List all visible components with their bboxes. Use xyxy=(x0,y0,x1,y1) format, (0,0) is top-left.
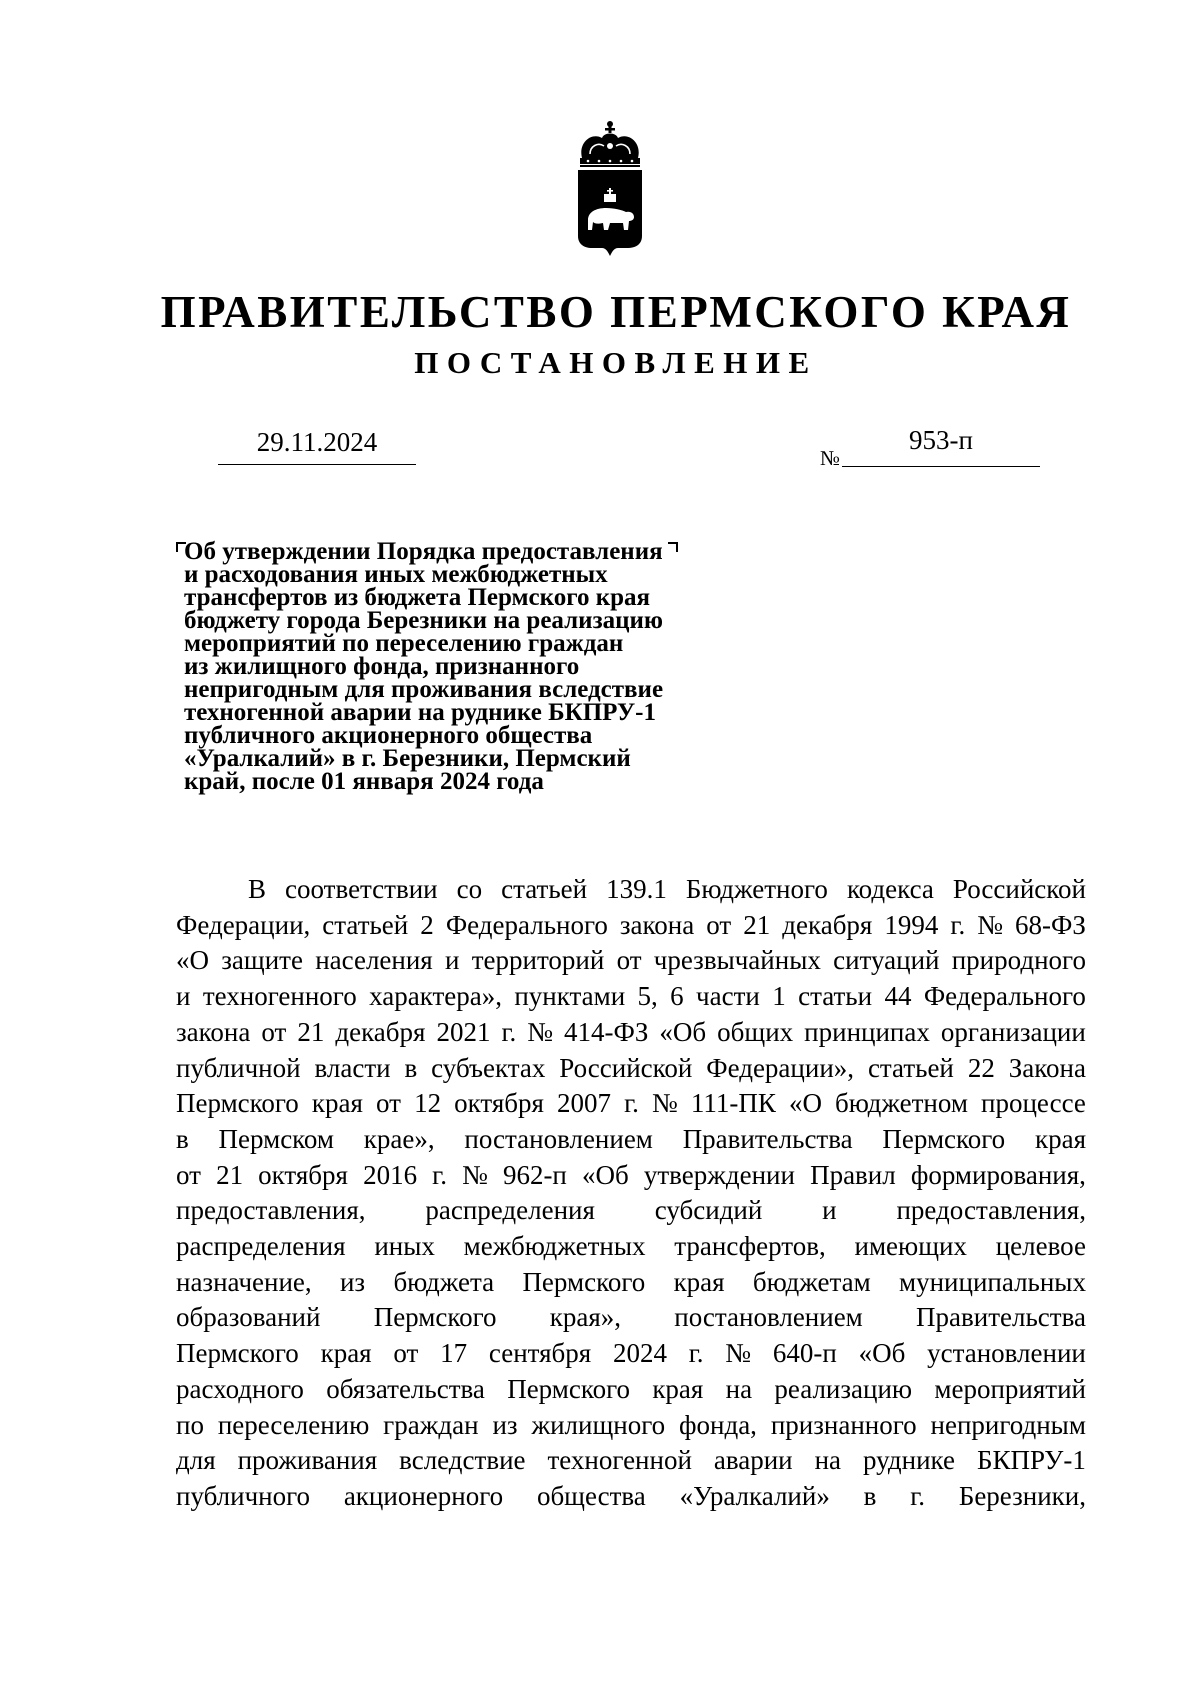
body-word: Пермского xyxy=(507,1373,630,1404)
subject-line: мероприятий по переселению граждан xyxy=(184,630,624,657)
body-word: 139.1 xyxy=(606,874,667,904)
body-word: граждан xyxy=(383,1409,479,1440)
body-word: чрезвычайных xyxy=(653,945,821,976)
body-word: крае», xyxy=(363,1123,435,1154)
body-word: 5, xyxy=(637,981,658,1012)
body-word: 6 xyxy=(670,981,684,1012)
body-word: «О xyxy=(176,945,209,976)
body-word: части xyxy=(696,981,760,1012)
body-line xyxy=(176,1086,1086,1122)
body-word: Правительства xyxy=(916,1302,1086,1333)
body-word: в xyxy=(176,1123,189,1154)
body-line xyxy=(176,1229,1086,1265)
body-word: ситуаций xyxy=(833,945,940,976)
body-word: № xyxy=(527,1016,554,1047)
body-word: статьи xyxy=(798,981,873,1012)
body-word: имеющих xyxy=(854,1231,967,1262)
subject-line: бюджету города Березники на реализацию xyxy=(184,607,664,634)
subject-line: край, после 01 января 2024 года xyxy=(184,768,544,795)
body-word: 21 xyxy=(743,909,771,940)
body-word: 111-ПК xyxy=(690,1088,776,1119)
body-word: власти xyxy=(314,1052,391,1083)
document-number: 953-п xyxy=(909,425,973,455)
body-word: 21 xyxy=(216,1159,244,1190)
body-word: в xyxy=(404,1052,418,1083)
body-word: процессе xyxy=(981,1088,1086,1119)
body-word: реализацию xyxy=(774,1373,913,1404)
body-line xyxy=(176,872,1086,908)
body-word: 2 xyxy=(420,909,434,940)
subject-line: непригодным для проживания вследствие xyxy=(184,676,664,703)
body-word: организации xyxy=(940,1016,1086,1047)
body-word: Закона xyxy=(1008,1052,1086,1083)
body-word: статьей xyxy=(867,1052,954,1083)
body-line xyxy=(176,1122,1086,1158)
body-word: края», xyxy=(549,1302,622,1333)
body-word: статьей xyxy=(322,909,409,940)
body-word: 640-п xyxy=(772,1338,837,1369)
body-word: закона xyxy=(176,1016,251,1047)
body-line xyxy=(176,1051,1086,1087)
body-word: Березники, xyxy=(958,1480,1086,1511)
body-line xyxy=(176,1015,1086,1051)
document-date: 29.11.2024 xyxy=(256,427,378,457)
body-word: Пермского xyxy=(882,1123,1006,1154)
body-word: иных xyxy=(374,1231,435,1262)
body-word: «Об xyxy=(858,1338,906,1369)
body-word: октября xyxy=(258,1159,348,1190)
document-subject xyxy=(184,540,744,793)
body-line xyxy=(176,1443,1086,1479)
subject-line: трансфертов из бюджета Пермского края xyxy=(184,584,651,611)
body-word: декабря xyxy=(335,1016,426,1047)
body-word: Пермского xyxy=(522,1266,646,1297)
body-word: Бюджетного xyxy=(685,874,828,904)
body-word: по xyxy=(176,1409,204,1440)
body-line xyxy=(176,1193,1086,1229)
body-line xyxy=(176,908,1086,944)
body-word: Пермского xyxy=(176,1088,299,1119)
body-word: проживания xyxy=(237,1445,378,1476)
body-word: 21 xyxy=(297,1016,325,1047)
body-line xyxy=(176,1408,1086,1444)
subject-line: Об утверждении Порядка предоставления xyxy=(184,538,663,565)
body-word: № xyxy=(652,1088,678,1119)
body-word: общества xyxy=(536,1480,646,1511)
body-word: и xyxy=(445,945,460,976)
body-word: предоставления, xyxy=(896,1195,1086,1226)
number-underline xyxy=(842,466,1040,467)
body-word: края xyxy=(652,1373,704,1404)
body-word: на xyxy=(814,1445,842,1476)
body-word: распределения xyxy=(176,1231,346,1262)
body-word: Федерации», xyxy=(706,1052,855,1083)
body-word: целевое xyxy=(995,1231,1086,1262)
body-word: переселению xyxy=(217,1409,370,1440)
body-word: в xyxy=(863,1480,877,1511)
body-word: г. xyxy=(624,1088,639,1119)
body-word: постановлением xyxy=(674,1302,863,1333)
body-word: техногенного xyxy=(202,981,357,1012)
body-word: субсидий xyxy=(654,1195,763,1226)
body-word: муниципальных xyxy=(899,1266,1086,1297)
body-word: бюджета xyxy=(393,1266,495,1297)
subject-line: из жилищного фонда, признанного xyxy=(184,653,580,680)
body-word: декабря xyxy=(782,909,873,940)
body-word: от xyxy=(706,909,732,940)
body-word: обязательства xyxy=(326,1373,485,1404)
body-word: 414-ФЗ xyxy=(564,1016,649,1047)
body-word: 2021 xyxy=(436,1016,491,1047)
body-word: «Уралкалий» xyxy=(679,1480,830,1511)
body-word: от xyxy=(261,1016,287,1047)
body-word: признанного xyxy=(770,1409,917,1440)
body-word: от xyxy=(376,1088,401,1119)
body-word: края xyxy=(1034,1123,1086,1154)
body-word: из xyxy=(492,1409,518,1440)
number-sign: № xyxy=(820,446,841,470)
body-word: края xyxy=(673,1266,725,1297)
body-word: г. xyxy=(688,1338,704,1369)
body-word: вследствие xyxy=(399,1445,526,1476)
body-word: на xyxy=(725,1373,753,1404)
body-word: соответствии xyxy=(285,874,438,904)
body-word: из xyxy=(339,1266,366,1297)
body-word: предоставления, xyxy=(176,1195,366,1226)
body-word: г. xyxy=(910,1480,925,1511)
body-word: территорий xyxy=(471,945,605,976)
body-word: 44 xyxy=(884,981,912,1012)
body-word: № xyxy=(462,1159,488,1190)
body-word: октября xyxy=(454,1088,544,1119)
body-word: принципах xyxy=(804,1016,930,1047)
date-underline xyxy=(218,464,416,465)
body-word: техногенной xyxy=(547,1445,692,1476)
body-word: сентября xyxy=(488,1338,592,1369)
body-line xyxy=(176,1265,1086,1301)
body-word: Правил xyxy=(810,1159,896,1190)
body-line xyxy=(176,979,1086,1015)
body-word: образований xyxy=(176,1302,321,1333)
body-word: Пермского xyxy=(176,1338,299,1369)
perm-krai-coat-of-arms-icon xyxy=(560,118,660,268)
body-word: от xyxy=(393,1338,419,1369)
body-word: 2024 xyxy=(612,1338,667,1369)
body-paragraph xyxy=(176,872,1086,1515)
body-word: г. xyxy=(950,909,966,940)
body-word: 12 xyxy=(414,1088,442,1119)
body-word: жилищного xyxy=(531,1409,666,1440)
subject-line: «Уралкалий» в г. Березники, Пермский xyxy=(184,745,631,772)
body-word: Правительства xyxy=(682,1123,853,1154)
body-word: г. xyxy=(501,1016,517,1047)
body-word: акционерного xyxy=(343,1480,504,1511)
body-word: для xyxy=(176,1445,216,1476)
body-word: от xyxy=(616,945,642,976)
body-word: № xyxy=(977,909,1003,940)
body-word: БКПРУ-1 xyxy=(976,1445,1086,1476)
body-word: назначение, xyxy=(176,1266,312,1297)
body-word: и xyxy=(176,981,191,1012)
body-word: пунктами xyxy=(514,981,626,1012)
body-word: кодекса xyxy=(846,874,934,904)
body-word: «Об xyxy=(582,1159,629,1190)
subject-line: публичного акционерного общества xyxy=(184,722,593,749)
body-word: «О xyxy=(788,1088,822,1119)
body-word: установлении xyxy=(927,1338,1086,1369)
body-word: и xyxy=(822,1195,837,1226)
body-word: фонда, xyxy=(679,1409,757,1440)
body-word: Федерального xyxy=(923,981,1086,1012)
body-word: 2007 xyxy=(557,1088,612,1119)
body-word: непригодным xyxy=(930,1409,1086,1440)
body-word: руднике xyxy=(862,1445,955,1476)
body-word: 68-ФЗ xyxy=(1015,909,1086,940)
body-word: субъектах xyxy=(431,1052,546,1083)
body-word: края xyxy=(320,1338,372,1369)
body-line xyxy=(176,943,1086,979)
body-word: г. xyxy=(432,1159,447,1190)
body-word: Федерального xyxy=(445,909,608,940)
body-word: формирования, xyxy=(910,1159,1086,1190)
body-word: распределения xyxy=(425,1195,595,1226)
body-word: 1 xyxy=(772,981,786,1012)
body-word: межбюджетных xyxy=(463,1231,646,1262)
body-word: утверждении xyxy=(643,1159,795,1190)
body-word: общих xyxy=(717,1016,794,1047)
body-line xyxy=(176,1300,1086,1336)
body-word: защите xyxy=(221,945,303,976)
body-line xyxy=(176,1479,1086,1515)
body-word: бюджетам xyxy=(752,1266,871,1297)
body-word: 962-п xyxy=(502,1159,567,1190)
body-word: 2016 xyxy=(363,1159,418,1190)
body-line xyxy=(176,1336,1086,1372)
body-word: 17 xyxy=(440,1338,468,1369)
body-word: В xyxy=(248,874,267,904)
body-word: «Об xyxy=(659,1016,707,1047)
body-word: трансфертов, xyxy=(674,1231,826,1262)
body-word: Федерации, xyxy=(176,909,311,940)
body-word: расходного xyxy=(176,1373,304,1404)
organization-title: ПРАВИТЕЛЬСТВО ПЕРМСКОГО КРАЯ xyxy=(160,287,1072,337)
body-word: от xyxy=(176,1159,201,1190)
body-word: публичного xyxy=(176,1480,311,1511)
body-word: со xyxy=(456,874,483,904)
body-word: края xyxy=(311,1088,363,1119)
body-word: постановлением xyxy=(464,1123,653,1154)
body-word: характера», xyxy=(369,981,502,1012)
subject-line: и расходования иных межбюджетных xyxy=(184,561,608,588)
body-word: природного xyxy=(951,945,1086,976)
body-line xyxy=(176,1372,1086,1408)
body-word: Пермского xyxy=(373,1302,497,1333)
body-word: 1994 xyxy=(884,909,939,940)
body-word: закона xyxy=(619,909,695,940)
body-line xyxy=(176,1158,1086,1194)
body-word: населения xyxy=(315,945,433,976)
body-word: 22 xyxy=(967,1052,995,1083)
body-word: бюджетном xyxy=(835,1088,968,1119)
document-type-title: ПОСТАНОВЛЕНИЕ xyxy=(414,345,818,380)
subject-line: техногенной аварии на руднике БКПРУ-1 xyxy=(184,699,656,726)
body-word: мероприятий xyxy=(934,1373,1086,1404)
body-word: Российской xyxy=(559,1052,693,1083)
body-word: № xyxy=(725,1338,752,1369)
body-word: Пермском xyxy=(218,1123,334,1154)
body-word: статьей xyxy=(501,874,588,904)
body-word: Российской xyxy=(952,874,1086,904)
body-word: публичной xyxy=(176,1052,301,1083)
body-word: аварии xyxy=(713,1445,793,1476)
